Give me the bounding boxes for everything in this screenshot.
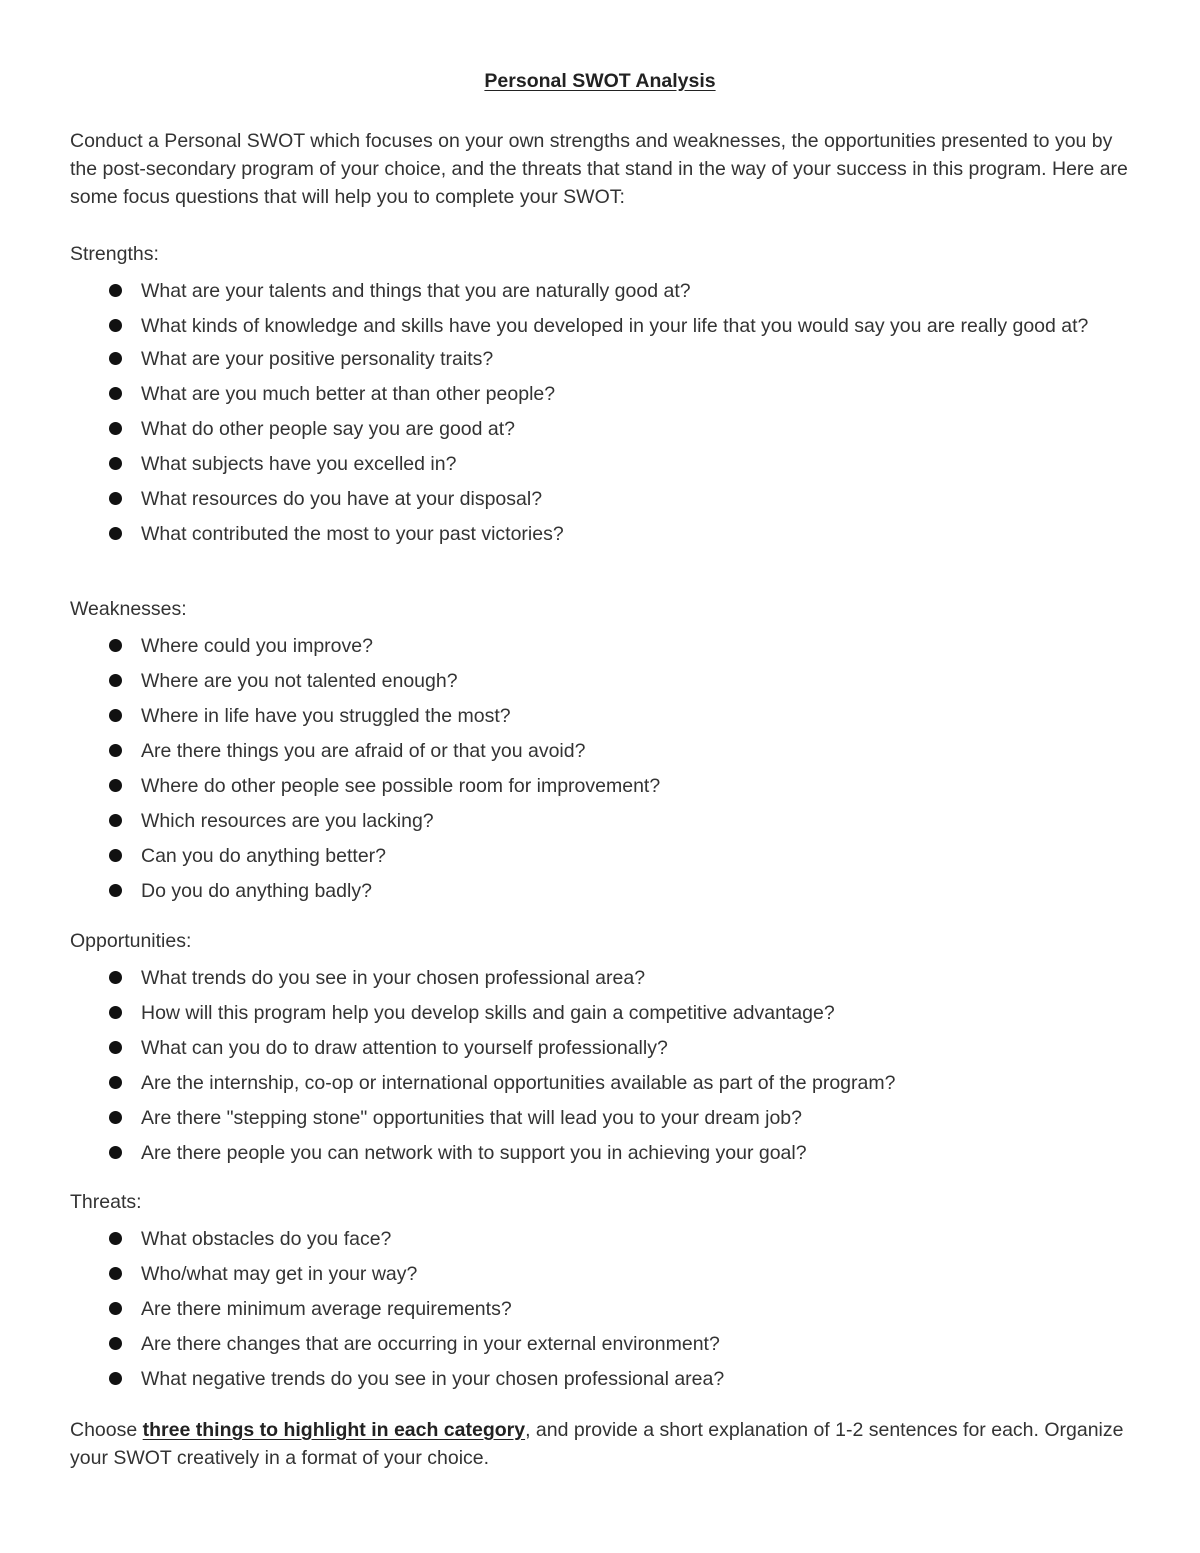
list-item: Who/what may get in your way?: [0, 1261, 1200, 1287]
list-item: Which resources are you lacking?: [0, 808, 1200, 834]
bullet-icon: [109, 1372, 122, 1385]
list-item: What kinds of knowledge and skills have you developed in your life that you would say you are really good at?: [0, 313, 1200, 339]
list-item: Can you do anything better?: [0, 843, 1200, 869]
bullet-icon: [109, 849, 122, 862]
bullet-icon: [109, 709, 122, 722]
bullet-icon: [109, 422, 122, 435]
bullet-icon: [109, 814, 122, 827]
bullet-icon: [109, 284, 122, 297]
list-item: Are there "stepping stone" opportunities that will lead you to your dream job?: [0, 1105, 1200, 1131]
bullet-icon: [109, 674, 122, 687]
bullet-icon: [109, 527, 122, 540]
list-item: What are your talents and things that you are naturally good at?: [0, 278, 1200, 304]
bullet-icon: [109, 1076, 122, 1089]
bullet-icon: [109, 1111, 122, 1124]
bullet-icon: [109, 1302, 122, 1315]
intro-paragraph: Conduct a Personal SWOT which focuses on your own strengths and weaknesses, the opportunities presented to you by the post-secondary program of your choice, and the threats that stand in the way of your success in this program. Here are some focus questions that will help you to complete your SWOT:: [70, 130, 1128, 208]
section-heading-weaknesses: Weaknesses:: [70, 598, 187, 620]
list-item: Are there minimum average requirements?: [0, 1296, 1200, 1322]
strengths-list: [0, 278, 1200, 556]
list-item: Are the internship, co-op or international opportunities available as part of the program?: [0, 1070, 1200, 1096]
bullet-icon: [109, 971, 122, 984]
bullet-icon: [109, 639, 122, 652]
bullet-icon: [109, 1337, 122, 1350]
bullet-icon: [109, 1267, 122, 1280]
bullet-icon: [109, 779, 122, 792]
list-item: Do you do anything badly?: [0, 878, 1200, 904]
opportunities-list: [0, 965, 1200, 1175]
bullet-icon: [109, 1041, 122, 1054]
list-item: What negative trends do you see in your chosen professional area?: [0, 1366, 1200, 1392]
closing-text-end: , and provide a short explanation of 1-2 sentences for each. Organize your SWOT creatively in a format of your choice.: [70, 1419, 1124, 1469]
list-item: What resources do you have at your disposal?: [0, 486, 1200, 512]
list-item: What obstacles do you face?: [0, 1226, 1200, 1252]
section-heading-threats: Threats:: [70, 1191, 142, 1213]
list-item: Where in life have you struggled the most?: [0, 703, 1200, 729]
list-item: What contributed the most to your past victories?: [0, 521, 1200, 547]
list-item: What are your positive personality traits?: [0, 346, 1200, 372]
bullet-icon: [109, 457, 122, 470]
list-item: Are there people you can network with to support you in achieving your goal?: [0, 1140, 1200, 1166]
list-item: Are there changes that are occurring in your external environment?: [0, 1331, 1200, 1357]
bullet-icon: [109, 492, 122, 505]
closing-paragraph: [70, 1416, 1140, 1472]
closing-emphasis: three things to highlight in each category: [142, 1419, 526, 1441]
bullet-icon: [109, 352, 122, 365]
bullet-icon: [109, 387, 122, 400]
bullet-icon: [109, 1146, 122, 1159]
bullet-icon: [109, 1006, 122, 1019]
bullet-icon: [109, 319, 122, 332]
list-item: Where could you improve?: [0, 633, 1200, 659]
list-item: What can you do to draw attention to yourself professionally?: [0, 1035, 1200, 1061]
list-item: Where do other people see possible room for improvement?: [0, 773, 1200, 799]
section-heading-strengths: Strengths:: [70, 243, 159, 265]
bullet-icon: [109, 744, 122, 757]
closing-text-start: Choose: [70, 1419, 143, 1441]
list-item: What are you much better at than other people?: [0, 381, 1200, 407]
list-item: Where are you not talented enough?: [0, 668, 1200, 694]
list-item: How will this program help you develop skills and gain a competitive advantage?: [0, 1000, 1200, 1026]
list-item: What do other people say you are good at?: [0, 416, 1200, 442]
section-heading-opportunities: Opportunities:: [70, 930, 192, 952]
list-item: What subjects have you excelled in?: [0, 451, 1200, 477]
bullet-icon: [109, 884, 122, 897]
bullet-icon: [109, 1232, 122, 1245]
list-item: What trends do you see in your chosen professional area?: [0, 965, 1200, 991]
threats-list: [0, 1226, 1200, 1401]
list-item: Are there things you are afraid of or that you avoid?: [0, 738, 1200, 764]
document-title: Personal SWOT Analysis: [484, 70, 716, 92]
weaknesses-list: [0, 633, 1200, 913]
